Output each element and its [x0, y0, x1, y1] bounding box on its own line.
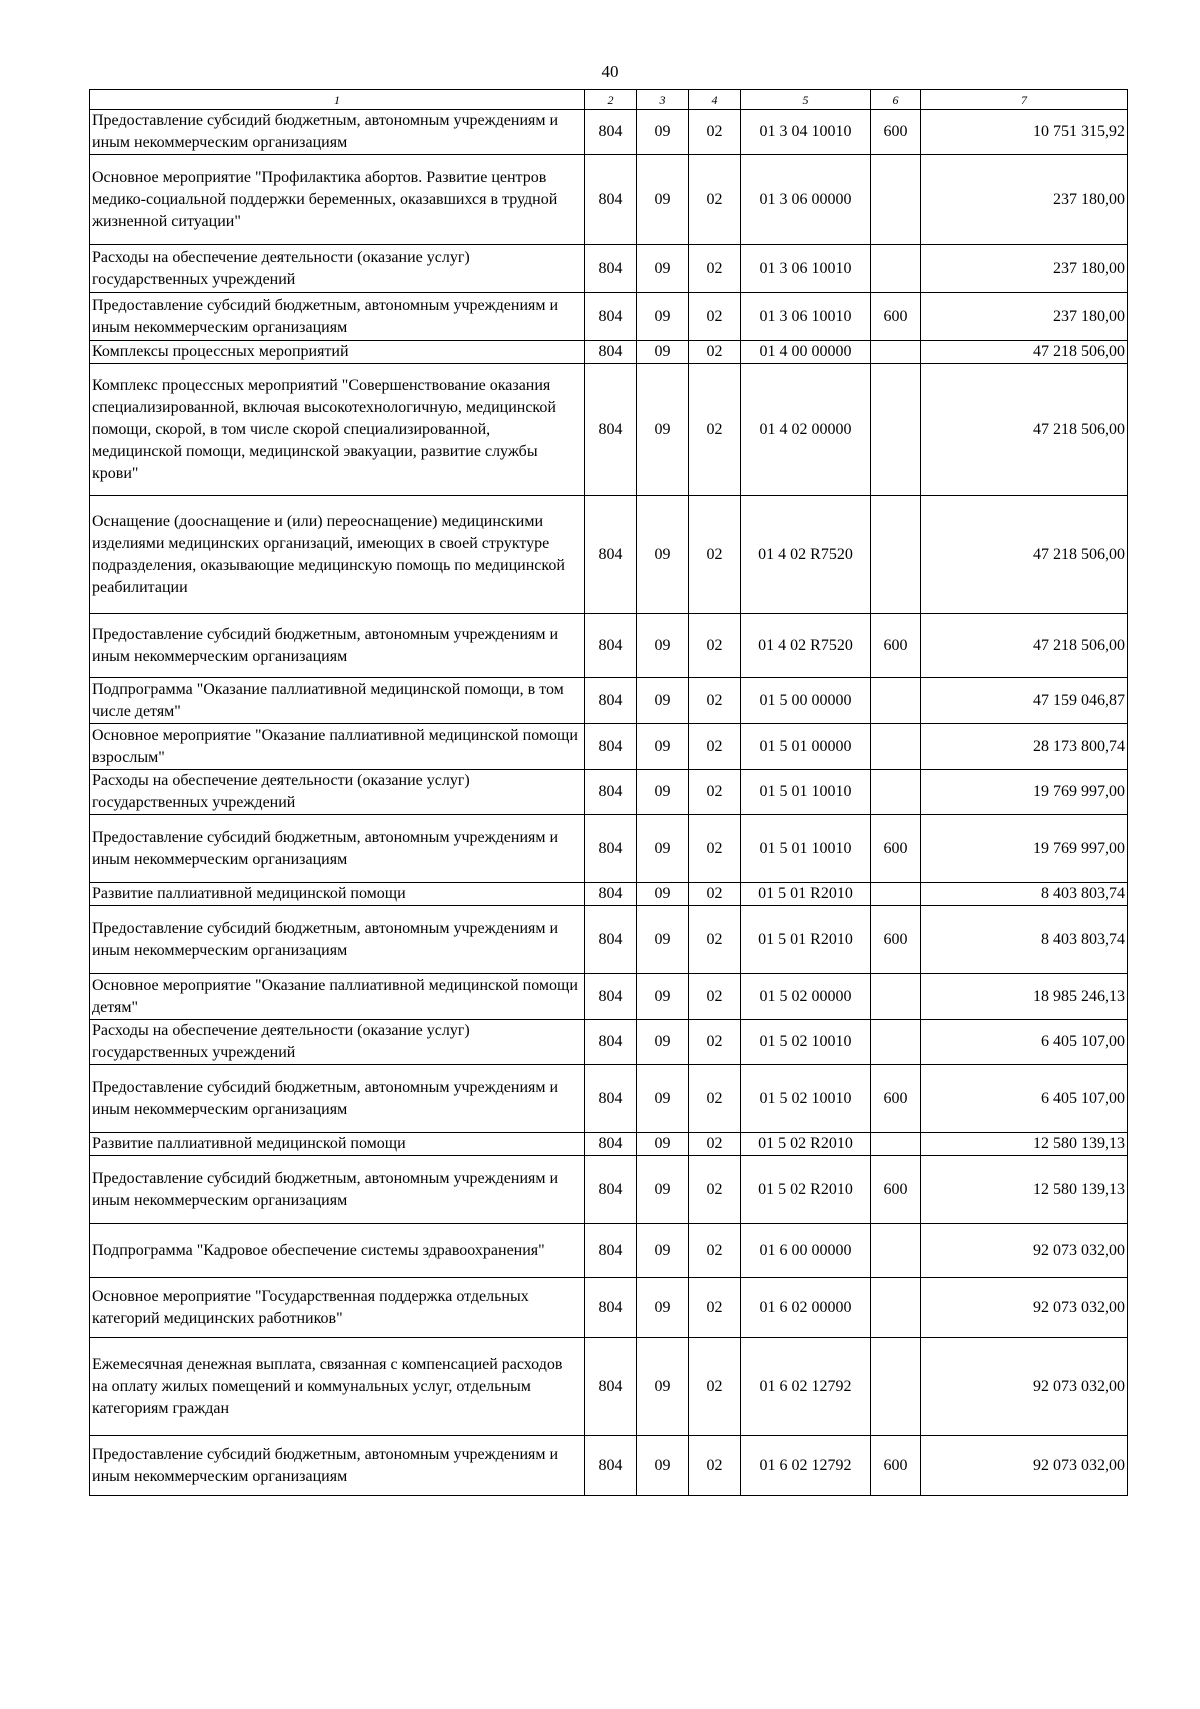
- subsection-code-cell: 02: [689, 614, 741, 678]
- expense-type-cell: [871, 1133, 921, 1156]
- column-number: 6: [871, 90, 921, 110]
- amount-cell: 8 403 803,74: [921, 883, 1128, 906]
- table-row: [90, 883, 1128, 906]
- ministry-code-cell: 804: [585, 1065, 637, 1133]
- section-code-cell: 09: [637, 341, 689, 364]
- expense-type-cell: 600: [871, 1436, 921, 1496]
- section-code-cell: 09: [637, 496, 689, 614]
- ministry-code-cell: 804: [585, 1338, 637, 1436]
- expense-type-cell: [871, 883, 921, 906]
- target-article-cell: 01 5 02 00000: [741, 974, 871, 1020]
- subsection-code-cell: 02: [689, 678, 741, 724]
- target-article-cell: 01 4 02 00000: [741, 364, 871, 496]
- table-row: [90, 678, 1128, 724]
- target-article-cell: 01 5 01 R2010: [741, 906, 871, 974]
- target-article-cell: 01 5 01 00000: [741, 724, 871, 770]
- subsection-code-cell: 02: [689, 883, 741, 906]
- ministry-code-cell: 804: [585, 815, 637, 883]
- ministry-code-cell: 804: [585, 974, 637, 1020]
- ministry-code-cell: 804: [585, 1156, 637, 1224]
- expense-type-cell: [871, 155, 921, 245]
- target-article-cell: 01 3 04 10010: [741, 110, 871, 155]
- expense-type-cell: [871, 496, 921, 614]
- row-name-cell: Комплекс процессных мероприятий "Совершенствование оказания специализированной, включая высокотехнологичную, медицинской помощи, скорой, в том числе скорой специализированной, медицинской помощи, медицинской эвакуации, развитие службы крови": [90, 364, 585, 496]
- row-name-cell: Основное мероприятие "Оказание паллиативной медицинской помощи детям": [90, 974, 585, 1020]
- expense-type-cell: [871, 724, 921, 770]
- section-code-cell: 09: [637, 245, 689, 293]
- amount-cell: 47 218 506,00: [921, 614, 1128, 678]
- subsection-code-cell: 02: [689, 341, 741, 364]
- page-number: 40: [601, 62, 619, 81]
- target-article-cell: 01 4 02 R7520: [741, 496, 871, 614]
- table-row: [90, 815, 1128, 883]
- subsection-code-cell: 02: [689, 364, 741, 496]
- subsection-code-cell: 02: [689, 155, 741, 245]
- row-name-cell: Оснащение (дооснащение и (или) переоснащение) медицинскими изделиями медицинских организаций, имеющих в своей структуре подразделения, оказывающие медицинскую помощь по медицинской реабилитации: [90, 496, 585, 614]
- expense-type-cell: [871, 1338, 921, 1436]
- row-name-cell: Предоставление субсидий бюджетным, автономным учреждениям и иным некоммерческим организациям: [90, 1156, 585, 1224]
- column-number-row: [90, 90, 1128, 110]
- ministry-code-cell: 804: [585, 614, 637, 678]
- amount-cell: 6 405 107,00: [921, 1020, 1128, 1065]
- row-name-cell: Расходы на обеспечение деятельности (оказание услуг) государственных учреждений: [90, 770, 585, 815]
- section-code-cell: 09: [637, 155, 689, 245]
- budget-table: [89, 89, 1128, 1496]
- target-article-cell: 01 6 02 12792: [741, 1436, 871, 1496]
- amount-cell: 47 159 046,87: [921, 678, 1128, 724]
- amount-cell: 47 218 506,00: [921, 364, 1128, 496]
- column-number: 2: [585, 90, 637, 110]
- subsection-code-cell: 02: [689, 496, 741, 614]
- ministry-code-cell: 804: [585, 906, 637, 974]
- target-article-cell: 01 5 00 00000: [741, 678, 871, 724]
- table-row: [90, 1020, 1128, 1065]
- amount-cell: 18 985 246,13: [921, 974, 1128, 1020]
- target-article-cell: 01 5 02 R2010: [741, 1133, 871, 1156]
- expense-type-cell: [871, 341, 921, 364]
- target-article-cell: 01 5 01 R2010: [741, 883, 871, 906]
- ministry-code-cell: 804: [585, 1436, 637, 1496]
- row-name-cell: Предоставление субсидий бюджетным, автономным учреждениям и иным некоммерческим организациям: [90, 1436, 585, 1496]
- row-name-cell: Основное мероприятие "Государственная поддержка отдельных категорий медицинских работников": [90, 1278, 585, 1338]
- amount-cell: 92 073 032,00: [921, 1436, 1128, 1496]
- table-row: [90, 1156, 1128, 1224]
- ministry-code-cell: 804: [585, 1278, 637, 1338]
- subsection-code-cell: 02: [689, 906, 741, 974]
- target-article-cell: 01 6 02 12792: [741, 1338, 871, 1436]
- subsection-code-cell: 02: [689, 245, 741, 293]
- section-code-cell: 09: [637, 883, 689, 906]
- column-number: 3: [637, 90, 689, 110]
- section-code-cell: 09: [637, 364, 689, 496]
- target-article-cell: 01 6 02 00000: [741, 1278, 871, 1338]
- amount-cell: 12 580 139,13: [921, 1133, 1128, 1156]
- row-name-cell: Развитие паллиативной медицинской помощи: [90, 883, 585, 906]
- amount-cell: 12 580 139,13: [921, 1156, 1128, 1224]
- amount-cell: 6 405 107,00: [921, 1065, 1128, 1133]
- table-row: [90, 974, 1128, 1020]
- section-code-cell: 09: [637, 1065, 689, 1133]
- section-code-cell: 09: [637, 1436, 689, 1496]
- section-code-cell: 09: [637, 1156, 689, 1224]
- amount-cell: 8 403 803,74: [921, 906, 1128, 974]
- table-row: [90, 1436, 1128, 1496]
- subsection-code-cell: 02: [689, 815, 741, 883]
- row-name-cell: Расходы на обеспечение деятельности (оказание услуг) государственных учреждений: [90, 245, 585, 293]
- subsection-code-cell: 02: [689, 1156, 741, 1224]
- row-name-cell: Предоставление субсидий бюджетным, автономным учреждениям и иным некоммерческим организациям: [90, 1065, 585, 1133]
- section-code-cell: 09: [637, 678, 689, 724]
- amount-cell: 28 173 800,74: [921, 724, 1128, 770]
- amount-cell: 19 769 997,00: [921, 770, 1128, 815]
- expense-type-cell: [871, 1278, 921, 1338]
- amount-cell: 47 218 506,00: [921, 341, 1128, 364]
- table-row: [90, 364, 1128, 496]
- amount-cell: 92 073 032,00: [921, 1278, 1128, 1338]
- column-number: 4: [689, 90, 741, 110]
- subsection-code-cell: 02: [689, 724, 741, 770]
- section-code-cell: 09: [637, 1133, 689, 1156]
- table-row: [90, 341, 1128, 364]
- expense-type-cell: [871, 770, 921, 815]
- section-code-cell: 09: [637, 1224, 689, 1278]
- row-name-cell: Предоставление субсидий бюджетным, автономным учреждениям и иным некоммерческим организациям: [90, 293, 585, 341]
- subsection-code-cell: 02: [689, 1338, 741, 1436]
- subsection-code-cell: 02: [689, 293, 741, 341]
- table-row: [90, 245, 1128, 293]
- ministry-code-cell: 804: [585, 883, 637, 906]
- ministry-code-cell: 804: [585, 1224, 637, 1278]
- expense-type-cell: [871, 1224, 921, 1278]
- amount-cell: 237 180,00: [921, 293, 1128, 341]
- section-code-cell: 09: [637, 110, 689, 155]
- ministry-code-cell: 804: [585, 770, 637, 815]
- target-article-cell: 01 3 06 00000: [741, 155, 871, 245]
- row-name-cell: Подпрограмма "Оказание паллиативной медицинской помощи, в том числе детям": [90, 678, 585, 724]
- amount-cell: 237 180,00: [921, 155, 1128, 245]
- row-name-cell: Основное мероприятие "Оказание паллиативной медицинской помощи взрослым": [90, 724, 585, 770]
- ministry-code-cell: 804: [585, 110, 637, 155]
- ministry-code-cell: 804: [585, 496, 637, 614]
- table-row: [90, 770, 1128, 815]
- row-name-cell: Комплексы процессных мероприятий: [90, 341, 585, 364]
- expense-type-cell: [871, 974, 921, 1020]
- amount-cell: 47 218 506,00: [921, 496, 1128, 614]
- table-row: [90, 906, 1128, 974]
- section-code-cell: 09: [637, 906, 689, 974]
- subsection-code-cell: 02: [689, 1065, 741, 1133]
- subsection-code-cell: 02: [689, 1020, 741, 1065]
- target-article-cell: 01 5 02 R2010: [741, 1156, 871, 1224]
- expense-type-cell: 600: [871, 614, 921, 678]
- amount-cell: 19 769 997,00: [921, 815, 1128, 883]
- row-name-cell: Развитие паллиативной медицинской помощи: [90, 1133, 585, 1156]
- subsection-code-cell: 02: [689, 1133, 741, 1156]
- section-code-cell: 09: [637, 1338, 689, 1436]
- table-row: [90, 155, 1128, 245]
- ministry-code-cell: 804: [585, 1133, 637, 1156]
- target-article-cell: 01 5 02 10010: [741, 1020, 871, 1065]
- target-article-cell: 01 5 01 10010: [741, 815, 871, 883]
- expense-type-cell: 600: [871, 110, 921, 155]
- subsection-code-cell: 02: [689, 1436, 741, 1496]
- amount-cell: 92 073 032,00: [921, 1224, 1128, 1278]
- table-row: [90, 496, 1128, 614]
- target-article-cell: 01 3 06 10010: [741, 245, 871, 293]
- expense-type-cell: [871, 245, 921, 293]
- table-row: [90, 724, 1128, 770]
- target-article-cell: 01 5 02 10010: [741, 1065, 871, 1133]
- table-row: [90, 293, 1128, 341]
- expense-type-cell: [871, 364, 921, 496]
- table-row: [90, 1065, 1128, 1133]
- section-code-cell: 09: [637, 770, 689, 815]
- section-code-cell: 09: [637, 724, 689, 770]
- expense-type-cell: [871, 678, 921, 724]
- row-name-cell: Ежемесячная денежная выплата, связанная с компенсацией расходов на оплату жилых помещений и коммунальных услуг, отдельным категориям граждан: [90, 1338, 585, 1436]
- expense-type-cell: 600: [871, 293, 921, 341]
- table-row: [90, 1278, 1128, 1338]
- row-name-cell: Основное мероприятие "Профилактика абортов. Развитие центров медико-социальной поддержки беременных, оказавшихся в трудной жизненной ситуации": [90, 155, 585, 245]
- row-name-cell: Предоставление субсидий бюджетным, автономным учреждениям и иным некоммерческим организациям: [90, 614, 585, 678]
- amount-cell: 92 073 032,00: [921, 1338, 1128, 1436]
- target-article-cell: 01 6 00 00000: [741, 1224, 871, 1278]
- table-row: [90, 1338, 1128, 1436]
- section-code-cell: 09: [637, 974, 689, 1020]
- expense-type-cell: 600: [871, 1065, 921, 1133]
- subsection-code-cell: 02: [689, 1278, 741, 1338]
- column-number: 1: [90, 90, 585, 110]
- amount-cell: 237 180,00: [921, 245, 1128, 293]
- section-code-cell: 09: [637, 614, 689, 678]
- row-name-cell: Предоставление субсидий бюджетным, автономным учреждениям и иным некоммерческим организациям: [90, 815, 585, 883]
- table-row: [90, 614, 1128, 678]
- row-name-cell: Подпрограмма "Кадровое обеспечение системы здравоохранения": [90, 1224, 585, 1278]
- table-row: [90, 1224, 1128, 1278]
- subsection-code-cell: 02: [689, 1224, 741, 1278]
- expense-type-cell: 600: [871, 815, 921, 883]
- ministry-code-cell: 804: [585, 1020, 637, 1065]
- section-code-cell: 09: [637, 1020, 689, 1065]
- target-article-cell: 01 4 02 R7520: [741, 614, 871, 678]
- column-number: 7: [921, 90, 1128, 110]
- row-name-cell: Предоставление субсидий бюджетным, автономным учреждениям и иным некоммерческим организациям: [90, 110, 585, 155]
- expense-type-cell: 600: [871, 1156, 921, 1224]
- subsection-code-cell: 02: [689, 110, 741, 155]
- ministry-code-cell: 804: [585, 364, 637, 496]
- subsection-code-cell: 02: [689, 974, 741, 1020]
- ministry-code-cell: 804: [585, 155, 637, 245]
- section-code-cell: 09: [637, 1278, 689, 1338]
- subsection-code-cell: 02: [689, 770, 741, 815]
- ministry-code-cell: 804: [585, 293, 637, 341]
- ministry-code-cell: 804: [585, 678, 637, 724]
- table-row: [90, 110, 1128, 155]
- target-article-cell: 01 4 00 00000: [741, 341, 871, 364]
- target-article-cell: 01 3 06 10010: [741, 293, 871, 341]
- ministry-code-cell: 804: [585, 341, 637, 364]
- row-name-cell: Предоставление субсидий бюджетным, автономным учреждениям и иным некоммерческим организациям: [90, 906, 585, 974]
- expense-type-cell: 600: [871, 906, 921, 974]
- section-code-cell: 09: [637, 815, 689, 883]
- expense-type-cell: [871, 1020, 921, 1065]
- ministry-code-cell: 804: [585, 724, 637, 770]
- section-code-cell: 09: [637, 293, 689, 341]
- table-row: [90, 1133, 1128, 1156]
- ministry-code-cell: 804: [585, 245, 637, 293]
- amount-cell: 10 751 315,92: [921, 110, 1128, 155]
- row-name-cell: Расходы на обеспечение деятельности (оказание услуг) государственных учреждений: [90, 1020, 585, 1065]
- column-number: 5: [741, 90, 871, 110]
- target-article-cell: 01 5 01 10010: [741, 770, 871, 815]
